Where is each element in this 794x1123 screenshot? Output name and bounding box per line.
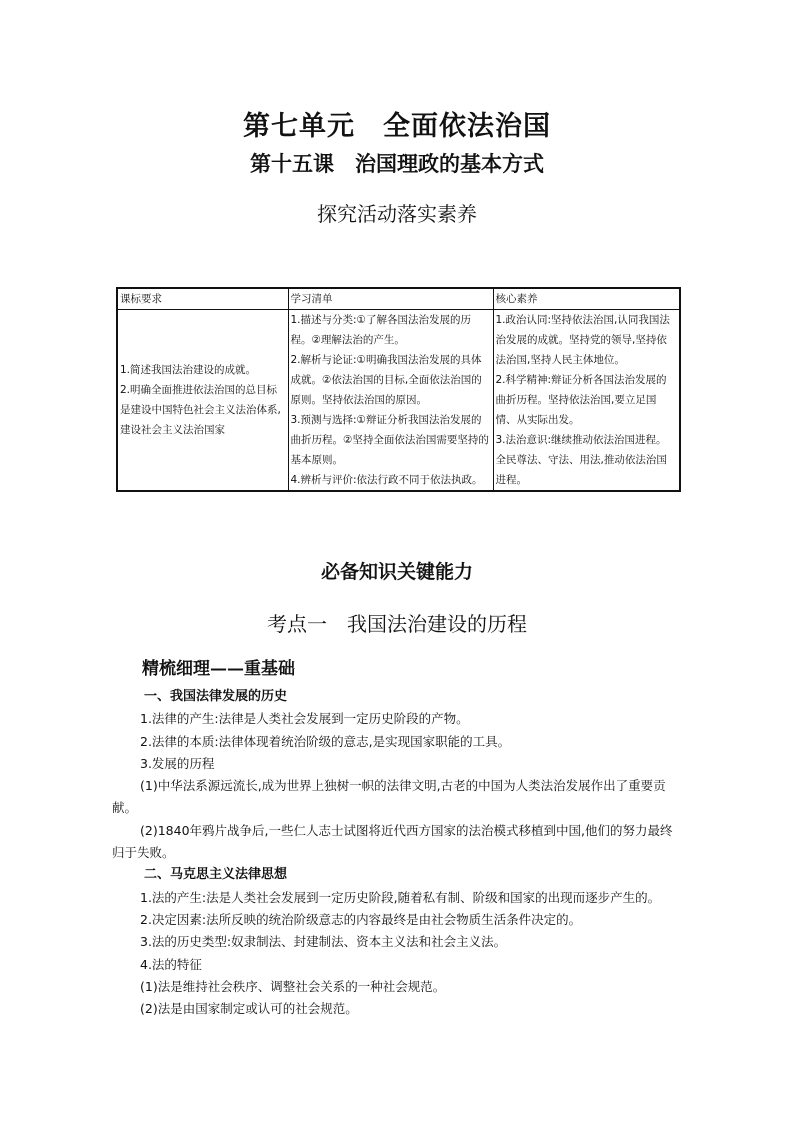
- literacy-item: 2.科学精神:辩证分析各国法治发展的曲折历程。坚持依法治国,要立足国情、从实际出发。: [495, 374, 667, 426]
- cell-core-literacy: [493, 310, 680, 492]
- header-standard: 课标要求: [117, 288, 288, 310]
- section-title: 必备知识关键能力: [320, 561, 473, 583]
- paragraph: 1.法的产生:法是人类社会发展到一定历史阶段,随着私有制、阶级和国家的出现而逐步产生的。: [140, 889, 661, 905]
- literacy-item: 1.政治认同:坚持依法治国,认同我国法治发展的成就。坚持党的领导,坚持依法治国,坚持人民主体地位。: [495, 314, 670, 366]
- paragraph: (2)1840年鸦片战争后,一些仁人志士试图将近代西方国家的法治模式移植到中国,他们的努力最终归于失败。: [112, 822, 673, 861]
- sub-title: 精梳细理——重基础: [142, 659, 295, 679]
- literacy-item: 3.法治意识:继续推动依法治国进程。全民尊法、守法、用法,推动依法治国进程。: [495, 434, 667, 486]
- heading-marxist-law: 二、马克思主义法律思想: [144, 867, 288, 883]
- key-point-title: 考点一 我国法治建设的历程: [267, 612, 527, 636]
- explore-title: 探究活动落实素养: [317, 202, 477, 226]
- standard-item: 2.明确全面推进依法治国的总目标是建设中国特色社会主义法治体系,建设社会主义法治国家: [120, 384, 281, 436]
- table-header-row: [117, 288, 680, 310]
- paragraph: 1.法律的产生:法律是人类社会发展到一定历史阶段的产物。: [140, 711, 469, 727]
- cell-study-list: [288, 310, 493, 492]
- header-study-list: 学习清单: [288, 288, 493, 310]
- table-row: [117, 310, 680, 492]
- header-core-literacy: 核心素养: [493, 288, 680, 310]
- requirements-table: [116, 287, 681, 492]
- lesson-title: 第十五课 治国理政的基本方式: [250, 151, 544, 176]
- standard-item: 1.简述我国法治建设的成就。: [120, 364, 257, 376]
- study-item: 4.辨析与评价:依法行政不同于依法执政。: [290, 474, 483, 486]
- paragraph: 3.发展的历程: [140, 755, 215, 771]
- paragraph: 3.法的历史类型:奴隶制法、封建制法、资本主义法和社会主义法。: [140, 934, 507, 950]
- paragraph: (1)法是维持社会秩序、调整社会关系的一种社会规范。: [140, 978, 446, 994]
- paragraph: 2.法律的本质:法律体现着统治阶级的意志,是实现国家职能的工具。: [140, 733, 511, 749]
- unit-title: 第七单元 全面依法治国: [243, 111, 551, 142]
- paragraph: (1)中华法系源远流长,成为世界上独树一帜的法律文明,古老的中国为人类法治发展作出了重要贡献。: [112, 778, 666, 816]
- paragraph: (2)法是由国家制定或认可的社会规范。: [140, 1001, 358, 1017]
- cell-standard: [117, 310, 288, 492]
- study-item: 2.解析与论证:①明确我国法治发展的具体成就。②依法治国的目标,全面依法治国的原则。坚持依法治国的原因。: [290, 354, 482, 406]
- content-body: [112, 686, 682, 1020]
- paragraph: 4.法的特征: [140, 956, 202, 972]
- study-item: 3.预测与选择:①辩证分析我国法治发展的曲折历程。②坚持全面依法治国需要坚持的基本原则。: [290, 414, 489, 466]
- paragraph: 2.决定因素:法所反映的统治阶级意志的内容最终是由社会物质生活条件决定的。: [140, 911, 582, 927]
- study-item: 1.描述与分类:①了解各国法治发展的历程。②理解法治的产生。: [290, 314, 471, 346]
- heading-law-history: 一、我国法律发展的历史: [144, 689, 288, 704]
